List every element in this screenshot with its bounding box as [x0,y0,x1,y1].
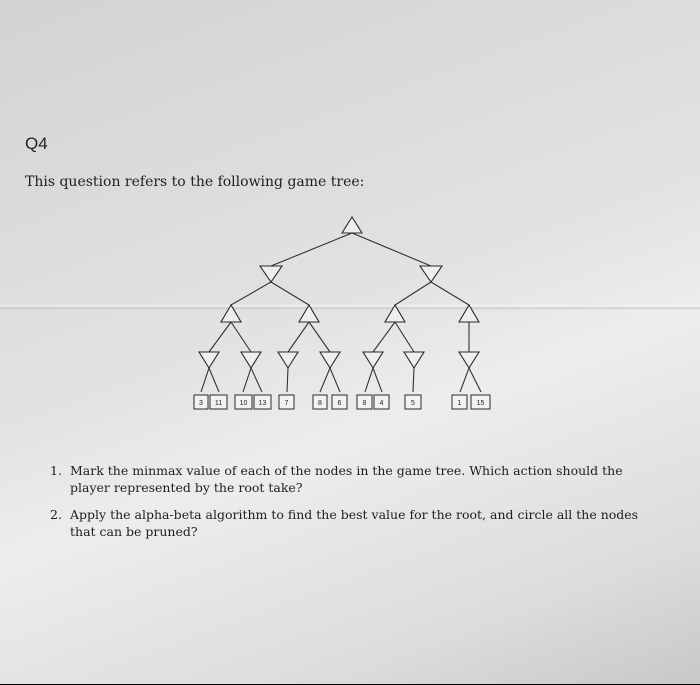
tree-edge [395,282,431,305]
leaf-group [357,395,389,409]
tree-max-node [221,305,241,322]
tree-min-node [404,352,424,368]
tree-edge [373,368,382,392]
tree-min-node [320,352,340,368]
tree-min-node [363,352,383,368]
tree-root-max-node [342,217,362,233]
leaf-value: 15 [476,400,485,407]
tree-edge [231,282,271,305]
tree-edge [287,368,288,392]
leaf-value: 3 [199,400,203,407]
tree-edge [352,233,431,266]
tree-max-node [459,305,479,322]
task-number: 1. [50,463,62,478]
tree-edge [201,368,209,392]
tree-min-node [260,266,282,282]
leaf-value: 8 [362,400,367,407]
tree-min-node [199,352,219,368]
tree-min-node [420,266,442,282]
task-text: Mark the minmax value of each of the nodes in the game tree. Which action should the player represented by the root take? [70,463,623,495]
question-number: Q4 [25,134,48,153]
leaf-group [313,395,347,409]
tree-edge [460,368,469,392]
task-number: 2. [50,507,62,522]
tree-edge [271,282,309,305]
tree-edge [320,368,330,392]
tree-edge [251,368,262,392]
task-list [50,462,660,550]
tree-edge [395,322,414,352]
leaf-value: 4 [379,400,384,407]
leaf-group [279,395,294,409]
question-intro: This question refers to the following game tree: [25,174,365,190]
leaf-group [194,395,227,409]
task-item [50,462,660,496]
tree-edge [271,233,352,266]
tree-edge [309,322,330,352]
leaf-value: 1 [457,400,462,407]
tree-min-node [459,352,479,368]
leaf-value: 5 [411,400,415,407]
tree-edge [413,368,414,392]
leaf-group [452,395,490,409]
leaf-value: 13 [258,400,267,407]
task-text: Apply the alpha-beta algorithm to find the best value for the root, and circle all the nodes that can be pruned? [70,507,639,539]
leaf-value: 7 [284,400,289,407]
leaf-group [235,395,271,409]
leaf-value: 10 [239,400,248,407]
tree-edge [469,368,481,392]
tree-edge [231,322,251,352]
tree-edge [209,368,219,392]
tree-min-node [241,352,261,368]
tree-edge [365,368,373,392]
tree-edge [373,322,395,352]
tree-edge [431,282,469,305]
tree-edge [243,368,251,392]
tree-max-node [299,305,319,322]
tree-min-node [278,352,298,368]
leaf-group [405,395,421,409]
tree-max-node [385,305,405,322]
tree-edge [288,322,309,352]
tree-edge [330,368,340,392]
tree-edge [209,322,231,352]
leaf-value: 6 [337,400,342,407]
leaf-value: 11 [214,400,223,407]
leaf-value: 8 [318,400,322,407]
task-item [50,506,660,540]
